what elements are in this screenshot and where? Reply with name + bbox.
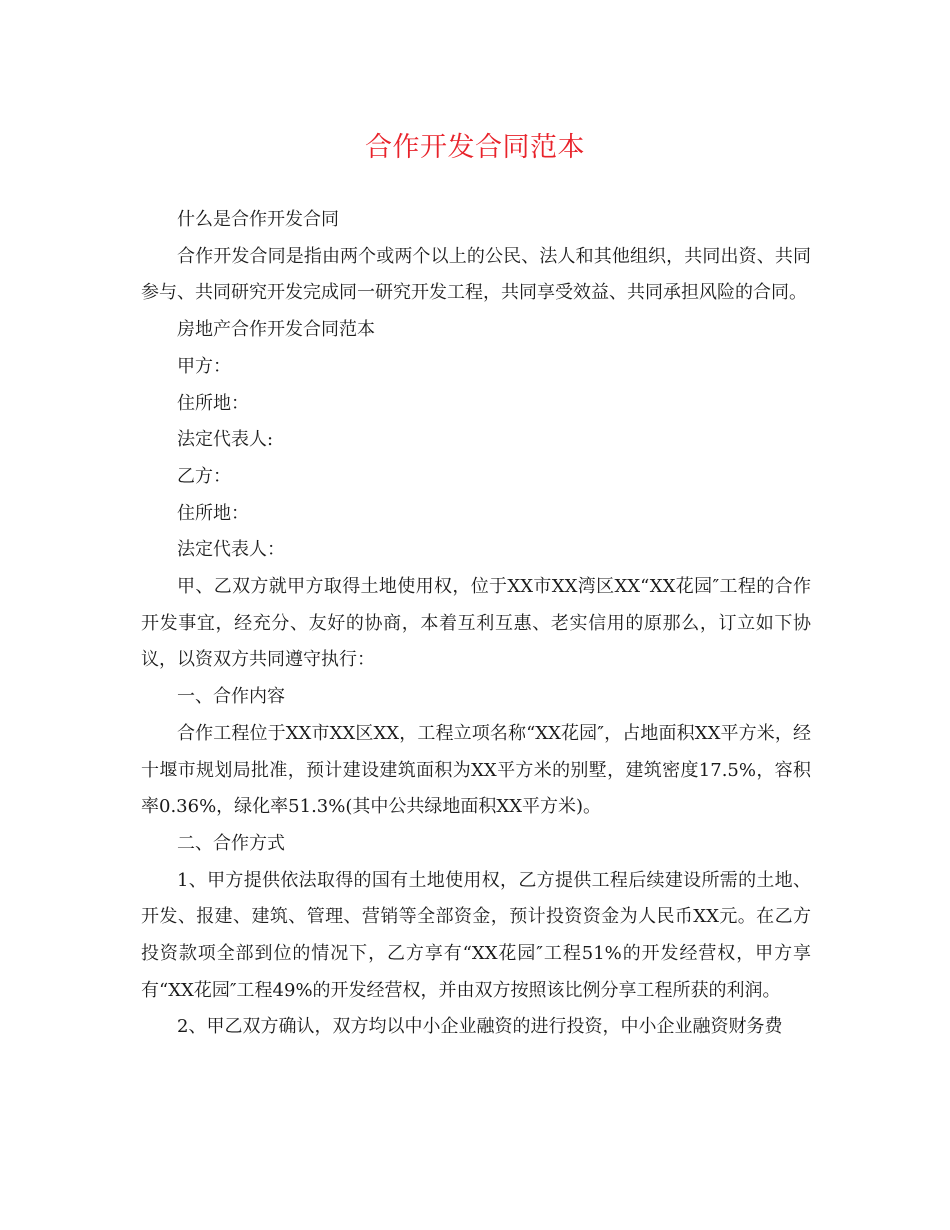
paragraph-template-heading: 房地产合作开发合同范本 — [177, 319, 375, 341]
paragraph-method-item-2: 2、甲乙双方确认，双方均以中小企业融资的进行投资，中小企业融资财务费 — [177, 1016, 783, 1038]
paragraph-party-b-address: 住所地： — [177, 502, 249, 524]
section-heading-cooperation-method: 二、合作方式 — [177, 832, 285, 854]
paragraph-method-item-1: 1、甲方提供依法取得的国有土地使用权，乙方提供工程后续建设所需的土地、开发、报建、建筑、管理、营销等全部资金，预计投资资金为人民币XX元。在乙方投资款项全部到位的情况下，乙方享有“XX花园″工程51%的开发经营权，甲方享有“XX花园″工程49%的开发经营权，并由双方按照该比例分享工程所获的利润。 — [141, 869, 811, 1001]
paragraph-party-a-address: 住所地： — [177, 392, 249, 414]
paragraph-party-b-representative: 法定代表人： — [177, 539, 285, 561]
paragraph-what-is-contract: 什么是合作开发合同 — [177, 209, 339, 230]
paragraph-cooperation-content: 合作工程位于XX市XX区XX，工程立项名称“XX花园″，占地面积XX平方米，经十堰市规划局批准，预计建设建筑面积为XX平方米的别墅，建筑密度17.5%，容积率0.36%，绿化率51.3%(其中公共绿地面积XX平方米)。 — [141, 722, 811, 818]
paragraph-party-a-representative: 法定代表人: — [177, 429, 274, 451]
section-heading-cooperation-content: 一、合作内容 — [177, 686, 285, 708]
paragraph-party-a: 甲方： — [177, 355, 231, 377]
document-body — [141, 202, 811, 1046]
paragraph-party-b: 乙方： — [177, 465, 231, 487]
document-title: 合作开发合同范本 — [365, 132, 585, 163]
paragraph-preamble: 甲、乙双方就甲方取得土地使用权，位于XX市XX湾区XX“XX花园″工程的合作开发事宜，经充分、友好的协商，本着互利互惠、老实信用的原那么，订立如下协议，以资双方共同遵守执行： — [141, 576, 811, 671]
paragraph-definition: 合作开发合同是指由两个或两个以上的公民、法人和其他组织，共同出资、共同参与、共同研究开发完成同一研究开发工程，共同享受效益、共同承担风险的合同。 — [141, 245, 811, 304]
